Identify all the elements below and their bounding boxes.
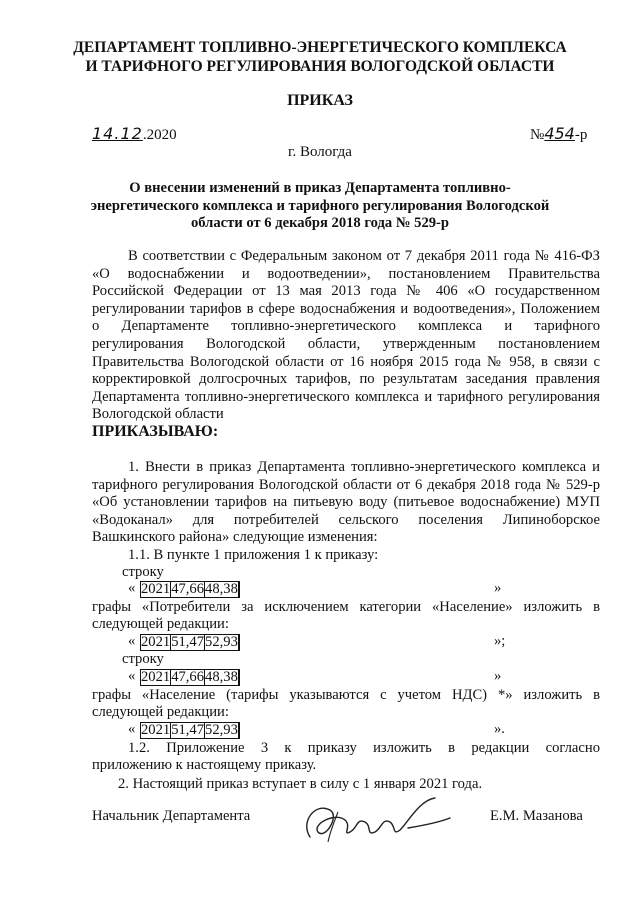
tariff-cell-1: 47,66 xyxy=(171,669,205,685)
table-row xyxy=(141,582,240,598)
order-word: ПРИКАЗЫВАЮ: xyxy=(92,423,219,440)
close-quote-period: ». xyxy=(494,721,505,737)
close-quote: » xyxy=(494,668,502,684)
spacer-cell xyxy=(238,670,239,686)
department-name-line1: ДЕПАРТАМЕНТ ТОПЛИВНО-ЭНЕРГЕТИЧЕСКОГО КОМПЛЕКСА xyxy=(73,39,567,56)
item-1-1: 1.1. В пункте 1 приложения 1 к приказу: xyxy=(128,547,379,563)
close-quote: » xyxy=(494,580,502,596)
document-type: ПРИКАЗ xyxy=(287,92,353,109)
table-row xyxy=(141,635,240,651)
number-prefix: № xyxy=(530,127,545,143)
tariff-cell-2: 48,38 xyxy=(205,669,238,685)
open-quote: « xyxy=(128,721,136,737)
signatory-name: Е.М. Мазанова xyxy=(490,808,583,824)
date-year: .2020 xyxy=(142,127,177,143)
tariff-table xyxy=(140,669,240,686)
signatory-position: Начальник Департамента xyxy=(92,808,251,824)
preamble-paragraph: В соответствии с Федеральным законом от 7 декабря 2011 года № 416-ФЗ «О водоснабжении и водоотведении», постановлением Правительства Российской Федерации от 13 мая 2013 года № 406 «О государственном регулировании тарифов в сфере водоснабжения и водоотведения», Положением о Департаменте топливно-энергетического комплекса и тарифного регулирования Вологодской области, утвержденным постановлением Правительства Вологодской области от 16 ноября 2015 года № 958, в связи с корректировкой долгосрочных тарифов, по результатам заседания правления Департамента топливно-энергетического комплекса и тарифного регулирования Вологодской области xyxy=(92,248,600,423)
title-line1: О внесении изменений в приказ Департамента топливно- xyxy=(129,180,511,196)
tariff-table xyxy=(140,634,240,651)
spacer-cell xyxy=(238,635,239,651)
open-quote: « xyxy=(128,668,136,684)
document-date xyxy=(92,124,177,144)
row-label-stroku-1: строку xyxy=(122,564,164,580)
spacer-cell xyxy=(238,723,239,739)
number-handwritten: 454 xyxy=(544,124,575,143)
item-1-2-line2: приложению к настоящему приказу. xyxy=(92,757,317,773)
close-quote-semicolon: »; xyxy=(494,633,506,649)
tariff-table xyxy=(140,581,240,598)
number-suffix: -р xyxy=(574,127,588,143)
title-line2: энергетического комплекса и тарифного регулирования Вологодской xyxy=(90,197,550,214)
table-row xyxy=(141,723,240,739)
next-edition-1: следующей редакции: xyxy=(92,616,229,632)
tariff-table xyxy=(140,722,240,739)
year-cell: 2021 xyxy=(141,669,171,685)
open-quote: « xyxy=(128,580,136,596)
graph-2-text: графы «Население (тарифы указываются с учетом НДС) *» изложить в xyxy=(92,687,600,703)
row-label-stroku-2: строку xyxy=(122,651,164,667)
year-cell: 2021 xyxy=(141,581,171,597)
tariff-cell-1: 47,66 xyxy=(171,581,205,597)
order-title xyxy=(60,180,580,233)
graph-1-text: графы «Потребители за исключением категории «Население» изложить в xyxy=(92,599,600,615)
tariff-cell-2: 52,93 xyxy=(205,722,238,738)
city: г. Вологда xyxy=(288,144,352,160)
year-cell: 2021 xyxy=(141,634,171,650)
open-quote: « xyxy=(128,633,136,649)
department-name-line2: И ТАРИФНОГО РЕГУЛИРОВАНИЯ ВОЛОГОДСКОЙ ОБЛАСТИ xyxy=(85,58,555,75)
handwritten-signature-icon xyxy=(290,792,460,852)
document-number xyxy=(530,124,587,144)
table-row xyxy=(141,670,240,686)
tariff-cell-1: 51,47 xyxy=(171,634,205,650)
tariff-cell-2: 48,38 xyxy=(205,581,238,597)
title-line3: области от 6 декабря 2018 года № 529-р xyxy=(190,215,450,232)
date-handwritten: 14.12 xyxy=(92,124,143,143)
next-edition-2: следующей редакции: xyxy=(92,704,229,720)
spacer-cell xyxy=(238,582,239,598)
item-1-2-line1: 1.2. Приложение 3 к приказу изложить в редакции согласно xyxy=(128,740,600,756)
tariff-cell-1: 51,47 xyxy=(171,722,205,738)
year-cell: 2021 xyxy=(141,722,171,738)
item-1-paragraph: 1. Внести в приказ Департамента топливно-энергетического комплекса и тарифного регулирования Вологодской области от 6 декабря 2018 года № 529-р «Об установлении тарифов на питьевую воду (питьевое водоснабжение) МУП «Водоканал» для потребителей сельского поселения Липиноборское Вашкинского района» следующие изменения: xyxy=(92,459,600,546)
tariff-cell-2: 52,93 xyxy=(205,634,238,650)
item-2: 2. Настоящий приказ вступает в силу с 1 января 2021 года. xyxy=(118,776,483,792)
